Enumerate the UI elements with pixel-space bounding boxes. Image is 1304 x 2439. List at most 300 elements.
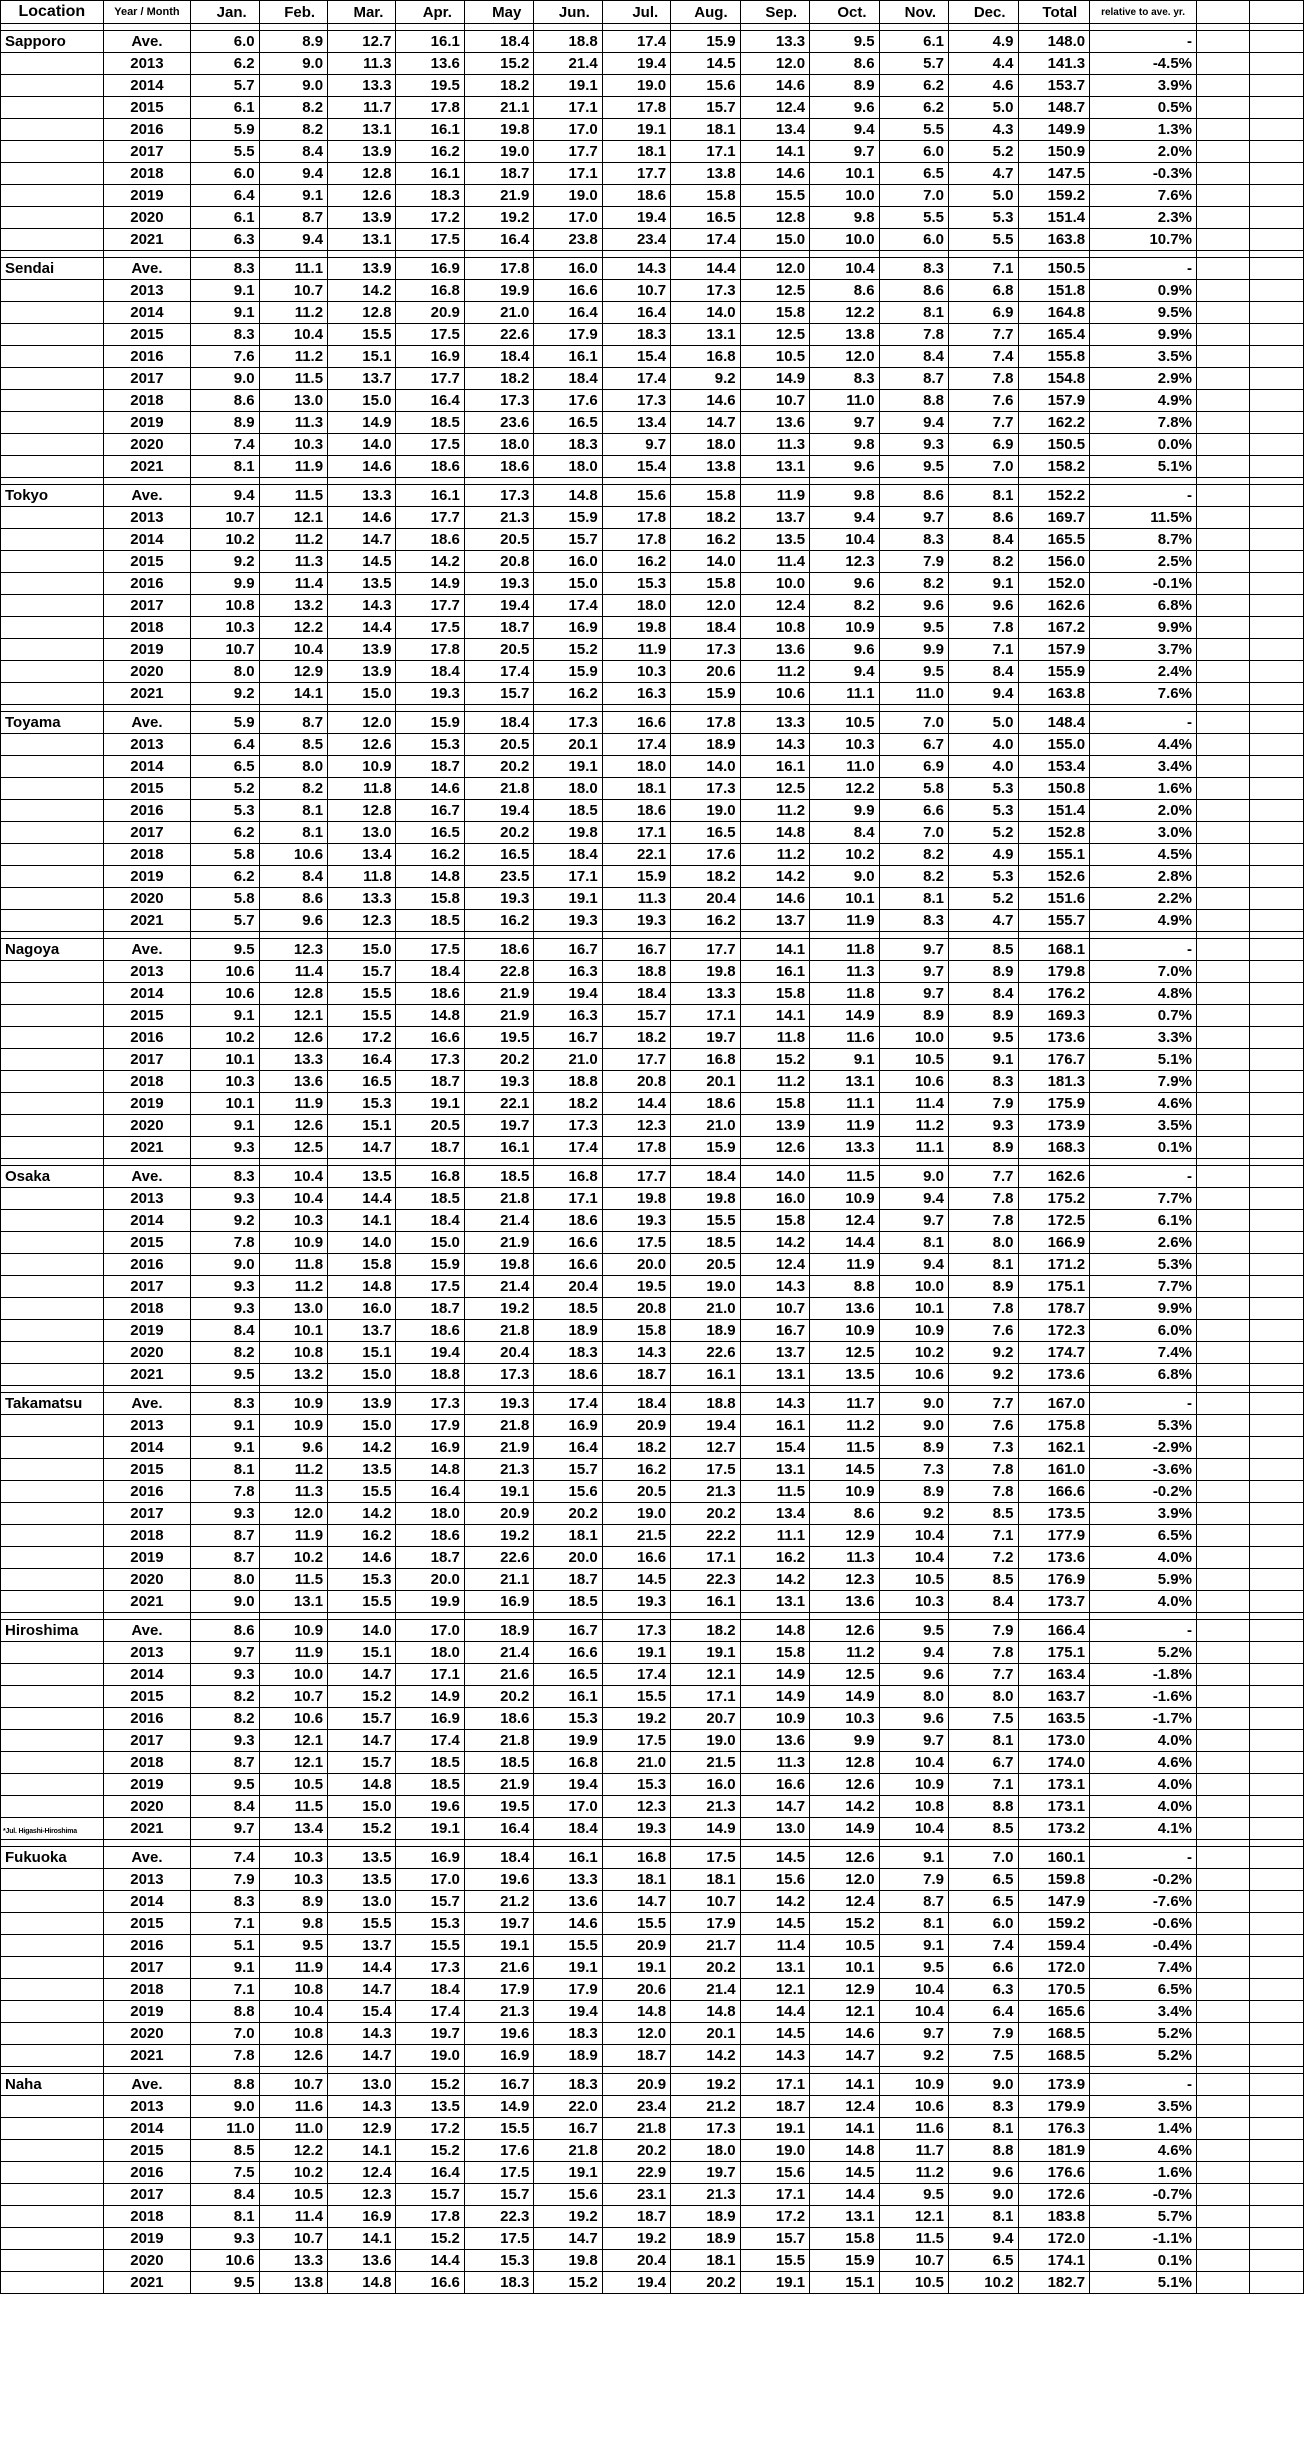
year-cell: 2015 (103, 551, 191, 573)
month-value: 14.3 (328, 595, 396, 617)
month-value: 17.7 (396, 595, 464, 617)
empty-cell (1197, 485, 1250, 507)
month-value: 21.3 (464, 1459, 533, 1481)
month-value: 19.3 (602, 1210, 670, 1232)
month-value: 13.9 (328, 207, 396, 229)
month-value: 23.4 (602, 229, 670, 251)
total-value: 151.6 (1018, 888, 1090, 910)
month-value: 16.9 (534, 1415, 602, 1437)
month-value: 16.9 (396, 258, 464, 280)
month-value: 8.3 (191, 1891, 259, 1913)
month-value: 10.8 (259, 1979, 327, 2001)
separator-cell (1018, 24, 1090, 31)
month-value: 7.8 (949, 1642, 1018, 1664)
month-value: 11.2 (740, 661, 809, 683)
separator-cell (671, 932, 740, 939)
month-value: 9.5 (879, 617, 948, 639)
month-value: 18.2 (464, 368, 533, 390)
separator-cell (671, 24, 740, 31)
month-value: 17.0 (396, 1620, 464, 1642)
month-value: 9.2 (191, 551, 259, 573)
month-value: 9.2 (949, 1342, 1018, 1364)
month-value: 17.3 (534, 712, 602, 734)
month-value: 20.5 (671, 1254, 740, 1276)
month-value: 11.0 (810, 756, 879, 778)
month-value: 11.3 (328, 53, 396, 75)
month-value: 15.8 (396, 888, 464, 910)
month-value: 18.2 (464, 75, 533, 97)
separator-cell (534, 705, 602, 712)
empty-cell (1197, 346, 1250, 368)
relative-value: 4.0% (1090, 1774, 1197, 1796)
month-value: 19.6 (396, 1796, 464, 1818)
month-value: 11.8 (810, 983, 879, 1005)
month-value: 17.7 (534, 141, 602, 163)
month-value: 8.3 (191, 1393, 259, 1415)
month-value: 14.2 (740, 1232, 809, 1254)
month-value: 10.2 (191, 529, 259, 551)
empty-cell (1250, 888, 1304, 910)
month-value: 13.9 (328, 1393, 396, 1415)
month-value: 15.7 (396, 1891, 464, 1913)
month-value: 9.4 (879, 1188, 948, 1210)
month-value: 20.8 (602, 1298, 670, 1320)
month-value: 10.4 (879, 1818, 948, 1840)
month-value: 21.4 (464, 1276, 533, 1298)
month-value: 13.7 (328, 368, 396, 390)
month-value: 18.0 (396, 1642, 464, 1664)
empty-cell (1197, 1891, 1250, 1913)
month-value: 18.6 (396, 1320, 464, 1342)
month-value: 18.1 (602, 1869, 670, 1891)
month-value: 8.6 (810, 53, 879, 75)
year-cell: 2015 (103, 2140, 191, 2162)
month-value: 12.4 (810, 2096, 879, 2118)
relative-value: 7.7% (1090, 1188, 1197, 1210)
total-value: 172.3 (1018, 1320, 1090, 1342)
month-value: 20.9 (602, 2074, 670, 2096)
separator-cell (259, 1840, 327, 1847)
separator-cell (949, 705, 1018, 712)
total-value: 148.4 (1018, 712, 1090, 734)
month-value: 16.4 (328, 1049, 396, 1071)
month-value: 15.3 (602, 573, 670, 595)
month-value: 15.0 (328, 1364, 396, 1386)
month-value: 12.9 (810, 1979, 879, 2001)
month-value: 12.3 (810, 1569, 879, 1591)
month-value: 15.7 (740, 2228, 809, 2250)
month-value: 19.0 (671, 800, 740, 822)
year-cell: 2014 (103, 1891, 191, 1913)
month-value: 12.5 (740, 778, 809, 800)
month-value: 10.4 (259, 639, 327, 661)
month-value: 9.7 (879, 1730, 948, 1752)
separator-cell (1, 1159, 104, 1166)
month-value: 18.2 (534, 1093, 602, 1115)
month-value: 8.7 (191, 1547, 259, 1569)
month-value: 11.8 (259, 1254, 327, 1276)
month-value: 5.5 (879, 119, 948, 141)
month-value: 15.7 (464, 2184, 533, 2206)
relative-value: 11.5% (1090, 507, 1197, 529)
empty-cell (1250, 1686, 1304, 1708)
month-value: 11.4 (740, 1935, 809, 1957)
month-value: 11.5 (810, 1437, 879, 1459)
total-value: 170.5 (1018, 1979, 1090, 2001)
month-value: 14.3 (602, 258, 670, 280)
month-value: 14.7 (602, 1891, 670, 1913)
empty-cell (1197, 1, 1250, 24)
separator-cell (464, 1840, 533, 1847)
relative-value: 5.1% (1090, 456, 1197, 478)
month-value: 15.9 (396, 1254, 464, 1276)
separator-cell (740, 478, 809, 485)
month-value: 16.8 (396, 1166, 464, 1188)
total-value: 167.2 (1018, 617, 1090, 639)
month-value: 11.0 (259, 2118, 327, 2140)
month-value: 19.2 (534, 2206, 602, 2228)
table-row (1, 1364, 1304, 1386)
month-value: 14.5 (671, 53, 740, 75)
total-value: 150.8 (1018, 778, 1090, 800)
month-value: 18.5 (464, 1752, 533, 1774)
total-value: 173.9 (1018, 1115, 1090, 1137)
month-value: 17.5 (602, 1730, 670, 1752)
separator-cell (1090, 2067, 1197, 2074)
relative-value: -0.1% (1090, 573, 1197, 595)
month-value: 9.0 (191, 368, 259, 390)
month-value: 10.3 (259, 434, 327, 456)
month-value: 10.6 (191, 961, 259, 983)
month-value: 5.2 (191, 778, 259, 800)
month-value: 6.9 (949, 302, 1018, 324)
month-value: 19.1 (534, 888, 602, 910)
month-value: 20.5 (396, 1115, 464, 1137)
month-value: 13.4 (740, 1503, 809, 1525)
month-value: 17.4 (396, 2001, 464, 2023)
month-value: 15.7 (396, 2184, 464, 2206)
month-value: 7.5 (191, 2162, 259, 2184)
total-value: 173.1 (1018, 1796, 1090, 1818)
month-value: 11.7 (810, 1393, 879, 1415)
empty-cell (1250, 1320, 1304, 1342)
month-value: 9.1 (879, 1935, 948, 1957)
month-value: 9.9 (810, 800, 879, 822)
month-value: 19.2 (602, 2228, 670, 2250)
separator-cell (396, 1613, 464, 1620)
month-value: 15.8 (740, 1642, 809, 1664)
year-cell: 2013 (103, 1642, 191, 1664)
month-value: 18.1 (671, 119, 740, 141)
location-cell (1, 141, 104, 163)
month-value: 5.8 (191, 844, 259, 866)
empty-cell (1197, 1093, 1250, 1115)
separator-cell (810, 478, 879, 485)
month-value: 21.6 (464, 1664, 533, 1686)
month-value: 15.8 (740, 1093, 809, 1115)
month-value: 16.5 (328, 1071, 396, 1093)
month-value: 8.2 (259, 119, 327, 141)
empty-cell (1197, 712, 1250, 734)
month-value: 19.9 (464, 280, 533, 302)
month-value: 7.7 (949, 412, 1018, 434)
total-value: 175.1 (1018, 1276, 1090, 1298)
location-cell (1, 97, 104, 119)
month-value: 6.5 (879, 163, 948, 185)
month-value: 14.0 (328, 1232, 396, 1254)
month-value: 7.0 (949, 456, 1018, 478)
separator-cell (534, 1613, 602, 1620)
month-value: 16.8 (396, 280, 464, 302)
total-value: 162.1 (1018, 1437, 1090, 1459)
total-value: 157.9 (1018, 639, 1090, 661)
month-value: 18.1 (671, 1869, 740, 1891)
month-value: 19.1 (396, 1093, 464, 1115)
month-value: 15.0 (328, 1796, 396, 1818)
month-value: 16.6 (534, 1254, 602, 1276)
month-value: 23.5 (464, 866, 533, 888)
relative-value: 0.1% (1090, 2250, 1197, 2272)
month-value: 18.2 (671, 1620, 740, 1642)
separator-cell (259, 1613, 327, 1620)
month-value: 16.2 (671, 910, 740, 932)
month-value: 20.2 (534, 1503, 602, 1525)
month-value: 21.0 (671, 1298, 740, 1320)
location-cell (1, 1730, 104, 1752)
month-value: 9.5 (879, 456, 948, 478)
month-value: 11.1 (740, 1525, 809, 1547)
total-value: 176.3 (1018, 2118, 1090, 2140)
empty-cell (1197, 983, 1250, 1005)
separator-cell (1250, 1613, 1304, 1620)
month-value: 15.7 (534, 529, 602, 551)
separator-cell (259, 24, 327, 31)
month-value: 8.9 (879, 1481, 948, 1503)
month-value: 12.1 (259, 1005, 327, 1027)
separator-cell (1197, 1840, 1250, 1847)
separator-cell (671, 1840, 740, 1847)
month-value: 14.0 (328, 434, 396, 456)
month-value: 10.0 (879, 1276, 948, 1298)
location-cell (1, 1774, 104, 1796)
month-value: 16.6 (534, 280, 602, 302)
month-value: 18.4 (671, 617, 740, 639)
month-value: 13.8 (671, 456, 740, 478)
month-value: 7.6 (949, 390, 1018, 412)
relative-value: 9.9% (1090, 1298, 1197, 1320)
month-value: 13.5 (328, 1459, 396, 1481)
month-value: 19.7 (464, 1913, 533, 1935)
month-value: 20.2 (464, 756, 533, 778)
month-value: 10.1 (810, 888, 879, 910)
empty-cell (1197, 258, 1250, 280)
empty-cell (1197, 1320, 1250, 1342)
location-cell (1, 888, 104, 910)
month-value: 22.6 (671, 1342, 740, 1364)
table-row (1, 1818, 1304, 1840)
relative-value: 4.6% (1090, 2140, 1197, 2162)
month-value: 22.9 (602, 2162, 670, 2184)
month-value: 7.2 (949, 1547, 1018, 1569)
separator-cell (740, 24, 809, 31)
month-value: 7.7 (949, 1393, 1018, 1415)
table-row (1, 712, 1304, 734)
month-value: 18.6 (464, 939, 533, 961)
separator-cell (949, 1159, 1018, 1166)
empty-cell (1197, 617, 1250, 639)
year-cell: 2021 (103, 456, 191, 478)
relative-value: 3.4% (1090, 756, 1197, 778)
month-value: 17.9 (464, 1979, 533, 2001)
month-value: 13.5 (328, 1166, 396, 1188)
month-value: 19.1 (396, 1818, 464, 1840)
month-value: 11.1 (810, 683, 879, 705)
month-value: 15.2 (464, 53, 533, 75)
month-value: 8.9 (259, 31, 327, 53)
month-value: 21.4 (464, 1642, 533, 1664)
relative-value: 6.1% (1090, 1210, 1197, 1232)
month-value: 7.6 (949, 1415, 1018, 1437)
month-value: 21.0 (534, 1049, 602, 1071)
month-value: 15.5 (602, 1686, 670, 1708)
empty-cell (1197, 822, 1250, 844)
location-cell (1, 1232, 104, 1254)
empty-cell (1250, 412, 1304, 434)
month-value: 9.7 (810, 412, 879, 434)
month-value: 9.0 (879, 1415, 948, 1437)
separator-cell (879, 705, 948, 712)
separator-cell (602, 1386, 670, 1393)
month-value: 8.6 (810, 280, 879, 302)
month-value: 6.5 (949, 2250, 1018, 2272)
month-value: 8.1 (949, 1730, 1018, 1752)
month-value: 13.1 (259, 1591, 327, 1613)
empty-cell (1197, 2162, 1250, 2184)
month-value: 10.9 (879, 1320, 948, 1342)
month-value: 20.0 (602, 1254, 670, 1276)
month-value: 18.9 (671, 2228, 740, 2250)
table-row (1, 1071, 1304, 1093)
month-value: 9.3 (191, 1276, 259, 1298)
table-row (1, 302, 1304, 324)
separator-cell (1018, 251, 1090, 258)
table-row (1, 229, 1304, 251)
month-value: 19.4 (534, 1774, 602, 1796)
relative-value: 4.6% (1090, 1752, 1197, 1774)
relative-value: -1.1% (1090, 2228, 1197, 2250)
year-cell: 2014 (103, 756, 191, 778)
month-value: 5.3 (949, 866, 1018, 888)
empty-cell (1197, 75, 1250, 97)
separator-cell (534, 251, 602, 258)
empty-cell (1197, 961, 1250, 983)
month-value: 12.4 (810, 1891, 879, 1913)
month-value: 19.0 (464, 141, 533, 163)
month-value: 7.3 (949, 1437, 1018, 1459)
empty-cell (1250, 1093, 1304, 1115)
month-value: 21.9 (464, 983, 533, 1005)
separator-cell (949, 932, 1018, 939)
month-value: 12.1 (879, 2206, 948, 2228)
month-value: 18.3 (602, 324, 670, 346)
month-value: 9.0 (259, 53, 327, 75)
month-value: 4.7 (949, 910, 1018, 932)
table-row (1, 661, 1304, 683)
month-value: 13.3 (810, 1137, 879, 1159)
empty-cell (1197, 1935, 1250, 1957)
year-cell: 2021 (103, 2045, 191, 2067)
month-value: 18.7 (396, 1298, 464, 1320)
empty-cell (1250, 910, 1304, 932)
empty-cell (1250, 712, 1304, 734)
month-value: 17.3 (396, 1393, 464, 1415)
month-value: 8.5 (949, 1569, 1018, 1591)
month-value: 9.8 (810, 207, 879, 229)
month-value: 6.5 (191, 756, 259, 778)
relative-value: 0.0% (1090, 434, 1197, 456)
year-cell: 2014 (103, 1437, 191, 1459)
relative-value: 4.6% (1090, 1093, 1197, 1115)
separator-cell (328, 705, 396, 712)
month-value: 11.2 (259, 1459, 327, 1481)
empty-cell (1250, 1393, 1304, 1415)
location-cell (1, 302, 104, 324)
month-value: 12.6 (810, 1847, 879, 1869)
month-value: 14.7 (328, 2045, 396, 2067)
year-cell: 2018 (103, 844, 191, 866)
table-row (1, 1686, 1304, 1708)
empty-cell (1250, 800, 1304, 822)
empty-cell (1197, 1437, 1250, 1459)
empty-cell (1250, 2045, 1304, 2067)
month-value: 22.6 (464, 1547, 533, 1569)
month-value: 11.7 (879, 2140, 948, 2162)
separator-cell (464, 251, 533, 258)
separator-cell (328, 251, 396, 258)
total-value: 175.9 (1018, 1093, 1090, 1115)
month-value: 8.5 (191, 2140, 259, 2162)
location-cell (1, 75, 104, 97)
month-value: 19.7 (396, 2023, 464, 2045)
month-value: 14.7 (671, 412, 740, 434)
month-value: 14.1 (740, 1005, 809, 1027)
month-value: 6.0 (949, 1913, 1018, 1935)
empty-cell (1197, 639, 1250, 661)
empty-cell (1197, 1591, 1250, 1613)
month-value: 21.0 (671, 1115, 740, 1137)
month-value: 13.6 (740, 1730, 809, 1752)
empty-cell (1197, 1137, 1250, 1159)
empty-cell (1250, 1254, 1304, 1276)
month-value: 11.5 (259, 368, 327, 390)
table-row (1, 1891, 1304, 1913)
separator-cell (534, 24, 602, 31)
month-value: 20.4 (534, 1276, 602, 1298)
separator-cell (949, 1840, 1018, 1847)
month-value: 14.1 (328, 2228, 396, 2250)
month-value: 22.2 (671, 1525, 740, 1547)
month-value: 15.0 (328, 939, 396, 961)
month-value: 17.8 (464, 258, 533, 280)
table-row (1, 573, 1304, 595)
month-value: 20.5 (602, 1481, 670, 1503)
month-value: 19.1 (534, 756, 602, 778)
year-cell: 2013 (103, 280, 191, 302)
year-cell: 2015 (103, 1913, 191, 1935)
empty-cell (1250, 507, 1304, 529)
location-cell (1, 1005, 104, 1027)
month-value: 18.5 (671, 1232, 740, 1254)
